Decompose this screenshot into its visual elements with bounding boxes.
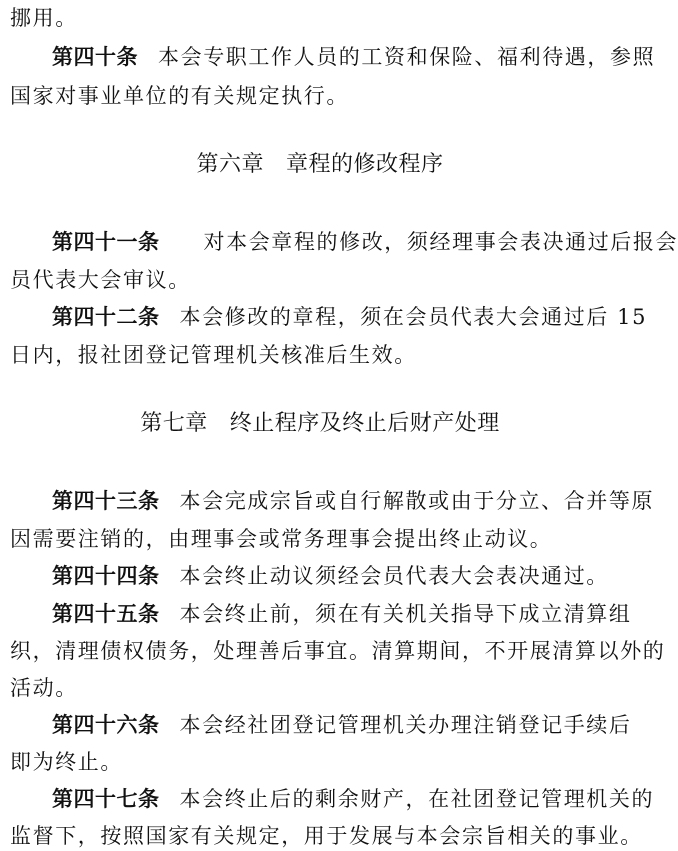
article-45-line-3 [10, 673, 630, 703]
article-number: 第四十二条 [52, 305, 160, 329]
article-text: 监督下，按照国家有关规定，用于发展与本会宗旨相关的事业。 [10, 824, 643, 848]
article-47-line-1 [52, 784, 655, 814]
article-number: 第四十七条 [52, 787, 160, 811]
article-text: 即为终止。 [10, 750, 123, 774]
article-text: 本会终止后的剩余财产，在社团登记管理机关的 [179, 787, 655, 811]
article-45-line-1 [52, 599, 630, 629]
article-42-line-2 [10, 340, 630, 370]
article-43-line-1 [52, 486, 655, 516]
chapter-7-heading [0, 409, 640, 439]
article-46-line-2 [10, 747, 630, 777]
article-text: 本会专职工作人员的工资和保险、福利待遇，参照 [158, 45, 656, 69]
article-47-line-2 [10, 821, 643, 851]
article-text: 织，清理债权债务，处理善后事宜。清算期间，不开展清算以外的 [10, 639, 666, 663]
article-40-line-2 [10, 81, 630, 111]
article-text: 本会修改的章程，须在会员代表大会通过后 15 [179, 305, 648, 329]
article-text: 对本会章程的修改，须经理事会表决通过后报会 [203, 230, 678, 254]
chapter-title: 章程的修改程序 [286, 152, 444, 177]
chapter-number: 第六章 [196, 152, 264, 177]
text: 挪用。 [10, 6, 78, 30]
article-40-line-1 [52, 42, 656, 72]
article-46-line-1 [52, 710, 630, 740]
article-number: 第四十条 [52, 45, 138, 69]
article-41-line-2 [10, 265, 630, 295]
article-text: 本会终止前，须在有关机关指导下成立清算组 [179, 602, 632, 626]
chapter-title: 终止程序及终止后财产处理 [229, 411, 500, 436]
article-number: 第四十五条 [52, 602, 160, 626]
article-42-line-1 [52, 302, 648, 332]
article-text: 本会完成宗旨或自行解散或由于分立、合并等原 [179, 489, 655, 513]
article-text: 员代表大会审议。 [10, 268, 191, 292]
article-43-line-2 [10, 524, 630, 554]
article-number: 第四十四条 [52, 564, 160, 588]
article-text: 日内，报社团登记管理机关核准后生效。 [10, 343, 417, 367]
article-45-line-2 [10, 636, 666, 666]
article-number: 第四十六条 [52, 713, 160, 737]
article-number: 第四十一条 [52, 230, 160, 254]
paragraph-line [10, 3, 630, 33]
article-number: 第四十三条 [52, 489, 160, 513]
chapter-number: 第七章 [140, 411, 208, 436]
article-text: 本会终止动议须经会员代表大会表决通过。 [179, 564, 609, 588]
article-44-line-1 [52, 561, 630, 591]
article-41-line-1 [52, 227, 678, 257]
article-text: 因需要注销的，由理事会或常务理事会提出终止动议。 [10, 527, 553, 551]
article-text: 本会经社团登记管理机关办理注销登记手续后 [179, 713, 632, 737]
article-text: 活动。 [10, 676, 78, 700]
chapter-6-heading [0, 150, 640, 180]
article-text: 国家对事业单位的有关规定执行。 [10, 84, 349, 108]
